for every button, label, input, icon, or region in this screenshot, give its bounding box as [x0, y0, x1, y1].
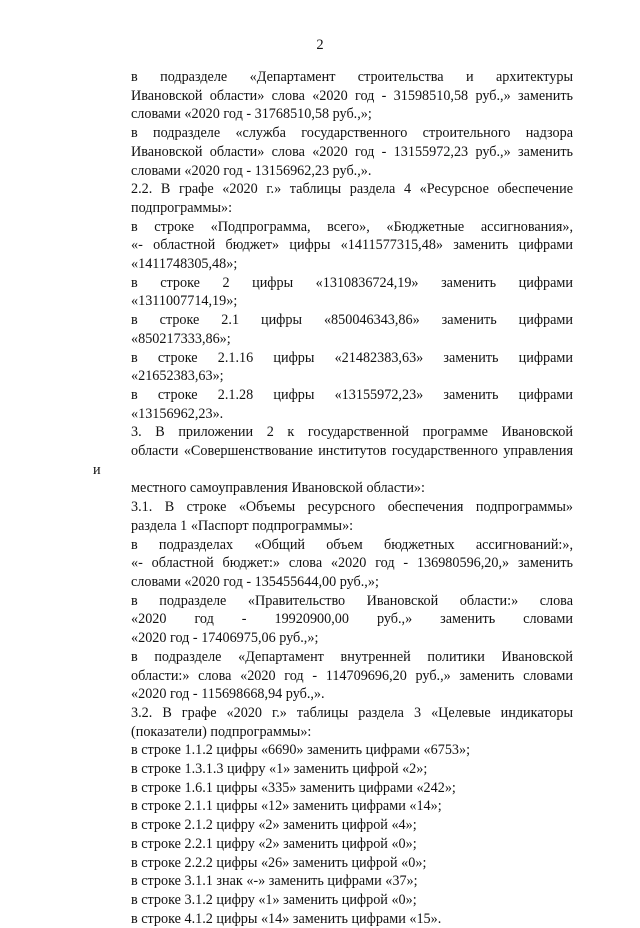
- paragraph: [93, 180, 573, 217]
- list-item: в строке 4.1.2 цифры «14» заменить цифрами «15».: [131, 910, 442, 927]
- paragraph-line: в строке 2 цифры «1310836724,19» заменить цифрами: [131, 274, 573, 291]
- paragraph: [93, 704, 573, 741]
- paragraph-line: в подразделе «Департамент строительства и архитектуры: [131, 69, 573, 85]
- paragraph-line: словами «2020 год - 13156962,23 руб.,».: [131, 162, 372, 179]
- list-item: в строке 2.2.2 цифры «26» заменить цифрой «0»;: [131, 854, 427, 871]
- paragraph: [93, 536, 573, 592]
- paragraph-line: в строке 2.1.28 цифры «13155972,23» заменить цифрами: [131, 386, 573, 403]
- document-body: [93, 68, 573, 928]
- paragraph: [93, 498, 573, 535]
- paragraph-line: местного самоуправления Ивановской области»:: [131, 480, 425, 497]
- paragraph: [93, 648, 573, 704]
- paragraph-line: «13156962,23».: [131, 405, 224, 422]
- paragraph-line: словами «2020 год - 135455644,00 руб.,»;: [131, 573, 379, 590]
- list-item: в строке 2.1.2 цифру «2» заменить цифрой «4»;: [131, 817, 417, 834]
- paragraph: [93, 386, 573, 423]
- paragraph-line: раздела 1 «Паспорт подпрограммы»:: [131, 517, 354, 534]
- paragraph: [93, 349, 573, 386]
- paragraph-line: «21652383,63»;: [131, 368, 224, 385]
- paragraph-line: в строке 2.1.16 цифры «21482383,63» заменить цифрами: [131, 349, 573, 366]
- paragraph-line: в подразделе «Правительство Ивановской области:» слова: [131, 592, 573, 609]
- paragraph: [93, 124, 573, 180]
- paragraph-line: 3. В приложении 2 к государственной программе Ивановской: [131, 424, 573, 441]
- list-item: в строке 1.3.1.3 цифру «1» заменить цифрой «2»;: [131, 761, 428, 778]
- paragraph-line: в подразделе «Департамент внутренней политики Ивановской: [131, 648, 573, 665]
- paragraph-line: «- областной бюджет:» слова «2020 год - 136980596,20,» заменить: [131, 555, 573, 572]
- list-item: в строке 2.1.1 цифры «12» заменить цифрами «14»;: [131, 798, 442, 815]
- list-item: в строке 1.6.1 цифры «335» заменить цифрами «242»;: [131, 779, 456, 796]
- paragraph-line: области:» слова «2020 год - 114709696,20 руб.,» заменить словами: [131, 667, 573, 684]
- paragraph: [93, 311, 573, 348]
- list-item: в строке 1.1.2 цифры «6690» заменить цифрами «6753»;: [131, 742, 471, 759]
- paragraph-line: в строке «Подпрограмма, всего», «Бюджетные ассигнования»,: [131, 218, 573, 235]
- paragraph-line: 2.2. В графе «2020 г.» таблицы раздела 4 «Ресурсное обеспечение: [131, 181, 573, 198]
- paragraph-line: Ивановской области» слова «2020 год - 13155972,23 руб.,» заменить: [131, 143, 573, 160]
- paragraph: [93, 274, 573, 311]
- paragraph-line: 3.2. В графе «2020 г.» таблицы раздела 3 «Целевые индикаторы: [131, 704, 573, 721]
- paragraph-line: «2020 год - 115698668,94 руб.,».: [131, 686, 325, 703]
- paragraph: [93, 592, 573, 648]
- list-item: в строке 3.1.1 знак «-» заменить цифрами «37»;: [131, 873, 418, 890]
- paragraph-line: в подразделе «служба государственного строительного надзора: [131, 125, 573, 142]
- paragraph-line: области «Совершенствование институтов государственного управления и: [93, 443, 573, 478]
- paragraph-line: «2020 год - 19920900,00 руб.,» заменить словами: [131, 611, 573, 628]
- paragraph-line: «2020 год - 17406975,06 руб.,»;: [131, 630, 319, 647]
- paragraph: [93, 68, 573, 124]
- list-item: в строке 2.2.1 цифру «2» заменить цифрой «0»;: [131, 835, 417, 852]
- paragraph-line: словами «2020 год - 31768510,58 руб.,»;: [131, 106, 372, 123]
- paragraph-line: Ивановской области» слова «2020 год - 31598510,58 руб.,» заменить: [131, 87, 573, 104]
- paragraph: [93, 218, 573, 274]
- page-number: 2: [316, 37, 324, 53]
- paragraph-line: (показатели) подпрограммы»:: [131, 723, 312, 740]
- paragraphs: [93, 68, 573, 741]
- list-item: в строке 3.1.2 цифру «1» заменить цифрой «0»;: [131, 891, 417, 908]
- paragraph-line: «- областной бюджет» цифры «1411577315,48» заменить цифрами: [131, 237, 573, 254]
- paragraph: [93, 423, 573, 498]
- paragraph-line: «1411748305,48»;: [131, 256, 238, 273]
- paragraph-line: подпрограммы»:: [131, 199, 233, 216]
- paragraph-line: «850217333,86»;: [131, 330, 231, 347]
- paragraph-line: 3.1. В строке «Объемы ресурсного обеспечения подпрограммы»: [131, 499, 573, 516]
- paragraph-line: в подразделах «Общий объем бюджетных ассигнований:»,: [131, 536, 573, 553]
- replacement-list: [93, 741, 573, 928]
- paragraph-line: в строке 2.1 цифры «850046343,86» заменить цифрами: [131, 312, 573, 329]
- paragraph-line: «1311007714,19»;: [131, 293, 238, 310]
